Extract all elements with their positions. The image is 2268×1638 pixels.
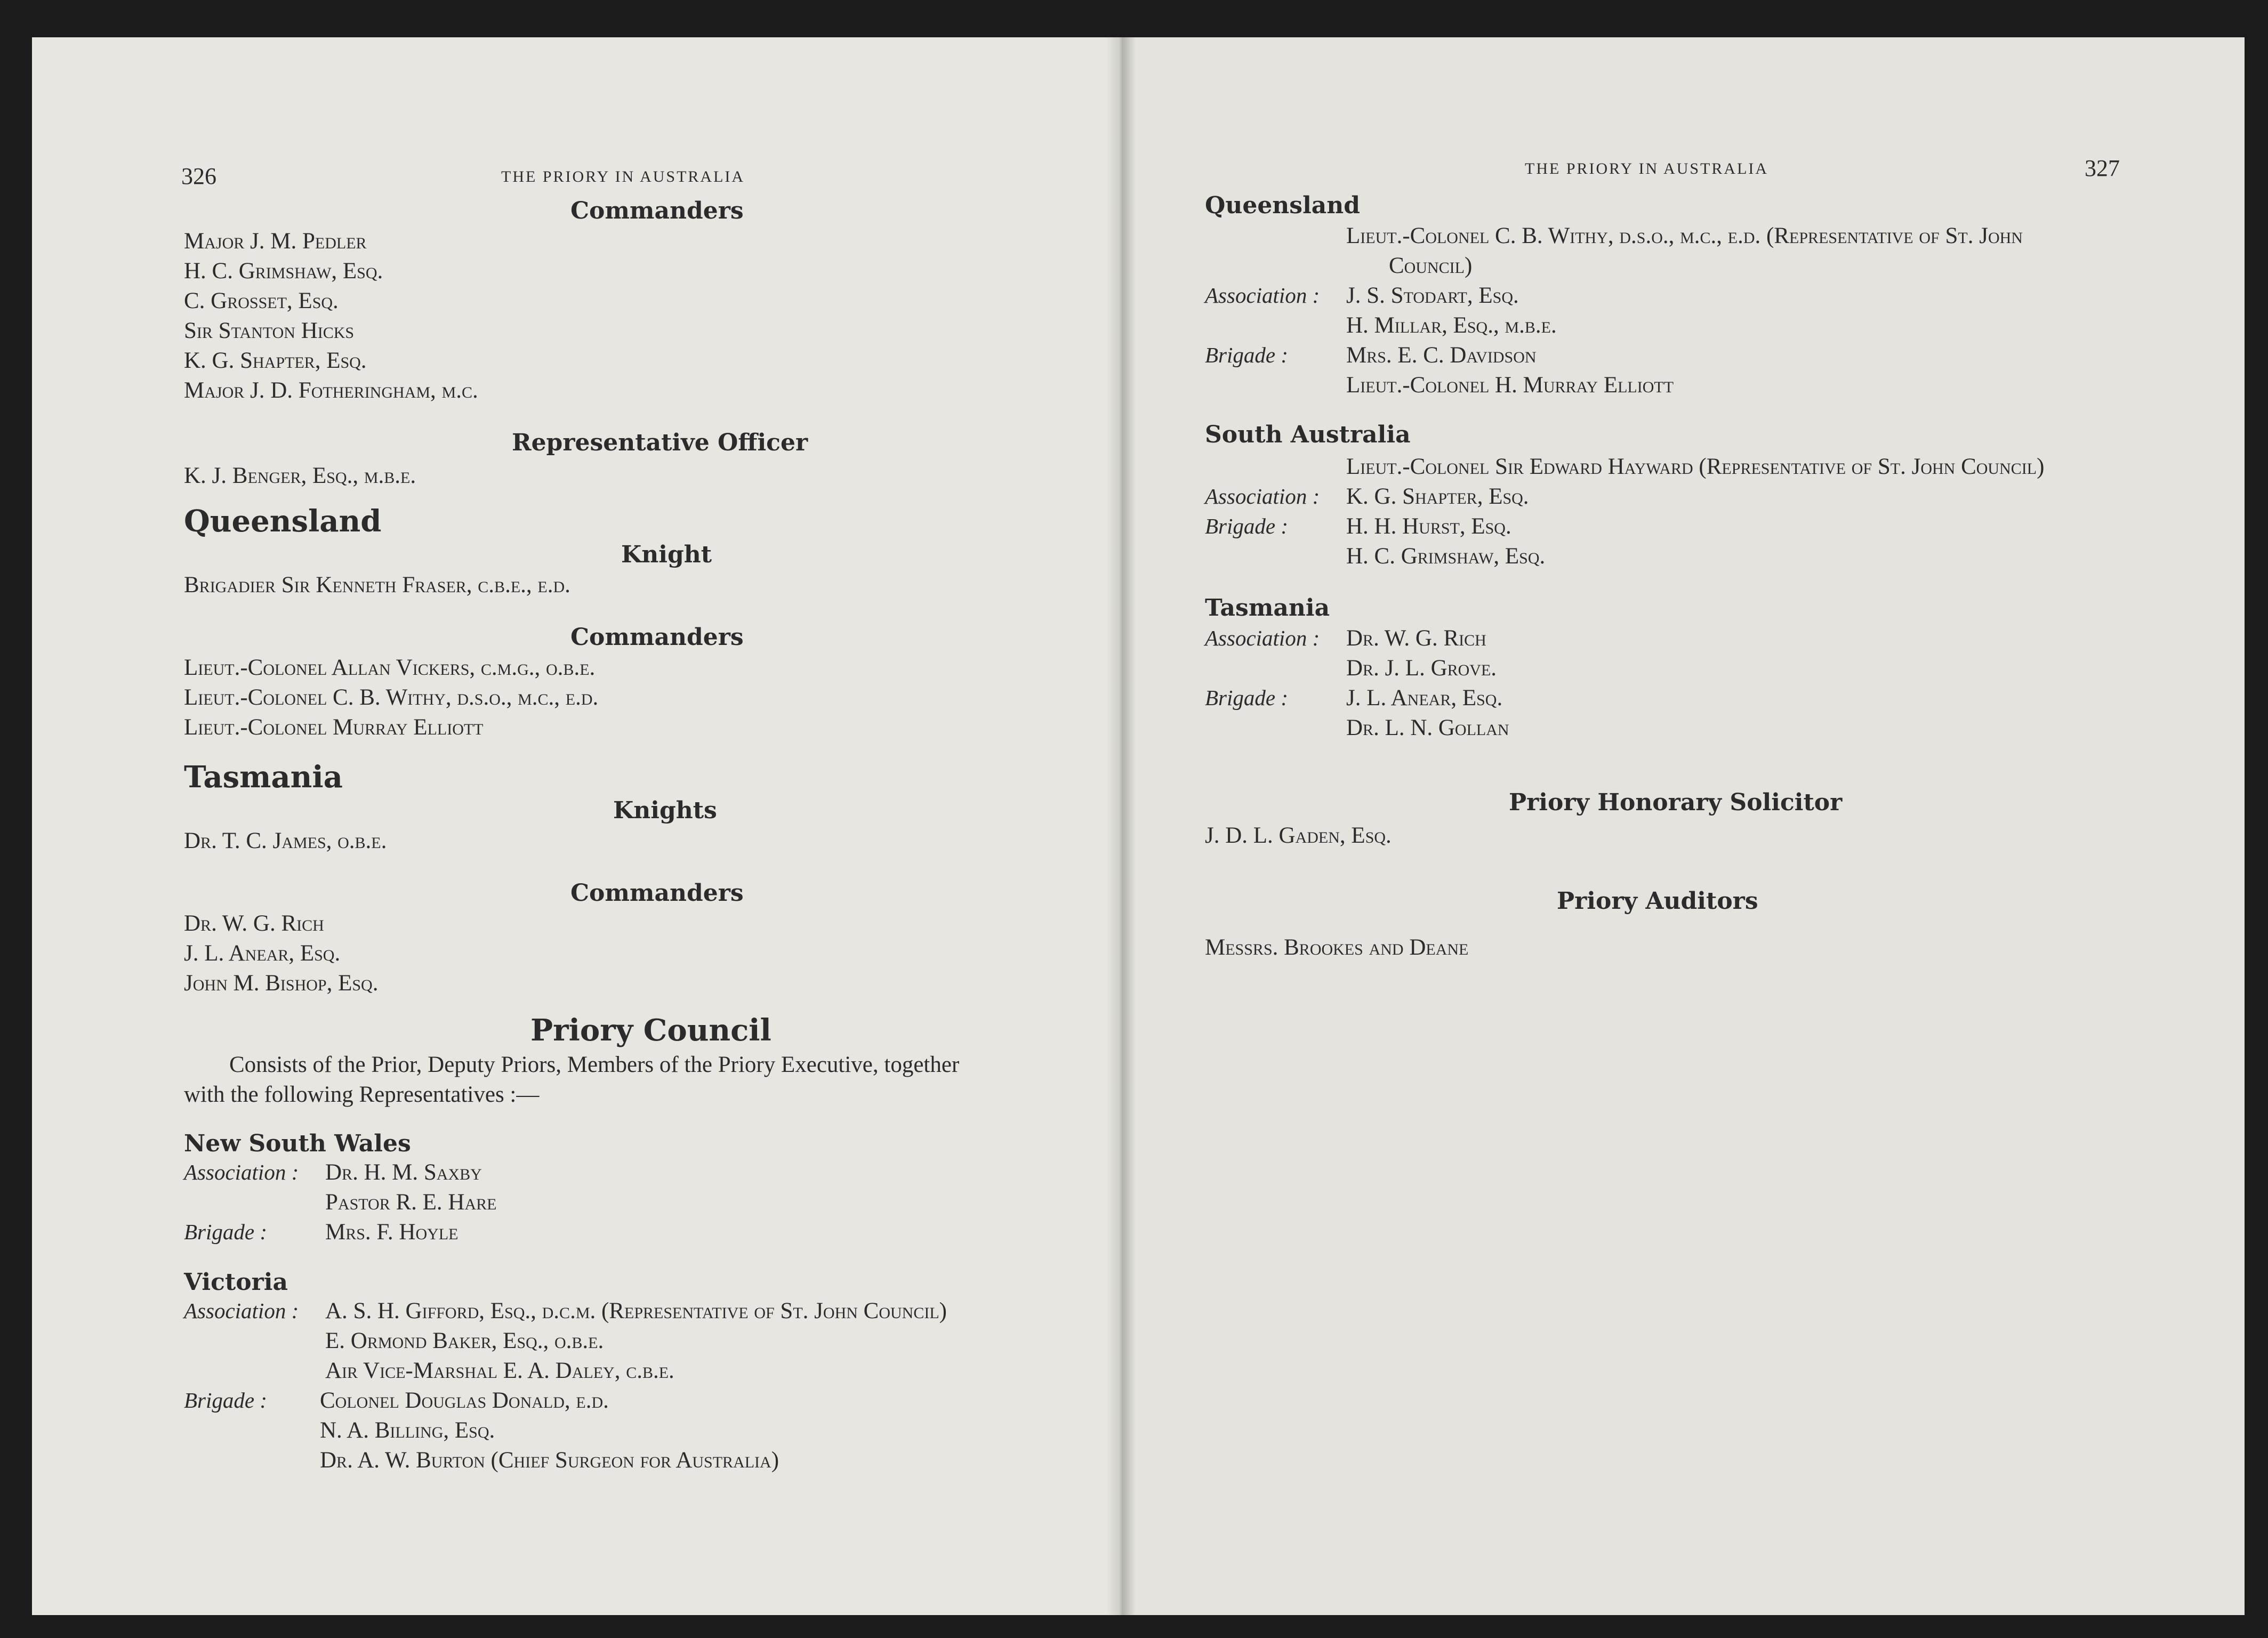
list-item: Lieut.-Colonel C. B. Withy, d.s.o., m.c., e.d. (Representative of St. John (1346, 223, 2023, 248)
association-label: Association : (1205, 484, 1320, 509)
list-item: Air Vice-Marshal E. A. Daley, c.b.e. (325, 1358, 674, 1383)
list-item: Lieut.-Colonel Allan Vickers, c.m.g., o.b.e. (184, 655, 596, 680)
brigade-label: Brigade : (1205, 685, 1288, 710)
list-item: J. L. Anear, Esq. (1346, 685, 1503, 711)
list-item: Dr. H. M. Saxby (325, 1160, 482, 1185)
list-item: K. G. Shapter, Esq. (1346, 484, 1529, 509)
list-item: Pastor R. E. Hare (325, 1190, 497, 1215)
page-number: 327 (2085, 155, 2120, 181)
list-item: Dr. J. L. Grove. (1346, 656, 1497, 681)
list-item: Sir Stanton Hicks (184, 318, 355, 343)
list-item: Mrs. F. Hoyle (325, 1220, 459, 1245)
state-heading-queensland: Queensland (184, 504, 382, 539)
brigade-label: Brigade : (184, 1388, 267, 1413)
association-label: Association : (1205, 626, 1320, 650)
running-head: THE PRIORY IN AUSTRALIA (501, 168, 745, 185)
list-item: Mrs. E. C. Davidson (1346, 343, 1537, 368)
list-item: H. Millar, Esq., m.b.e. (1346, 313, 1557, 338)
paragraph-line: with the following Representatives :— (184, 1082, 540, 1107)
section-heading-commanders: Commanders (570, 197, 744, 224)
page-number: 326 (181, 163, 216, 189)
region-heading-south-australia: South Australia (1205, 421, 1411, 448)
solicitor-heading: Priory Honorary Solicitor (1509, 789, 1843, 816)
left-page (32, 37, 1120, 1615)
list-item: Lieut.-Colonel Sir Edward Hayward (Representative of St. John Council) (1346, 454, 2045, 479)
list-item: J. D. L. Gaden, Esq. (1205, 823, 1392, 848)
list-item: Dr. A. W. Burton (Chief Surgeon for Australia) (320, 1448, 779, 1473)
section-heading-knight: Knight (621, 541, 712, 568)
list-item: H. H. Hurst, Esq. (1346, 514, 1511, 539)
running-head: THE PRIORY IN AUSTRALIA (1525, 160, 1769, 177)
book-spread (32, 37, 2245, 1615)
section-heading-representative-officer: Representative Officer (512, 429, 808, 456)
list-item: E. Ormond Baker, Esq., o.b.e. (325, 1328, 604, 1353)
list-item: Council) (1389, 253, 1473, 278)
state-heading-tasmania: Tasmania (184, 760, 343, 795)
list-item: Dr. L. N. Gollan (1346, 715, 1509, 740)
paragraph-line: Consists of the Prior, Deputy Priors, Members of the Priory Executive, together (229, 1052, 960, 1077)
section-heading-commanders: Commanders (570, 624, 744, 651)
region-heading-nsw: New South Wales (184, 1130, 411, 1157)
brigade-label: Brigade : (1205, 514, 1288, 538)
list-item: J. L. Anear, Esq. (184, 941, 341, 966)
association-label: Association : (1205, 283, 1320, 308)
brigade-label: Brigade : (184, 1220, 267, 1244)
list-item: N. A. Billing, Esq. (320, 1418, 495, 1443)
brigade-label: Brigade : (1205, 343, 1288, 367)
region-heading-tasmania: Tasmania (1205, 594, 1330, 622)
list-item: Dr. W. G. Rich (184, 911, 324, 936)
list-item: Messrs. Brookes and Deane (1205, 935, 1469, 960)
list-item: Major J. D. Fotheringham, m.c. (184, 378, 478, 403)
section-heading-knights: Knights (613, 797, 717, 824)
list-item: Dr. W. G. Rich (1346, 626, 1486, 651)
auditors-heading: Priory Auditors (1557, 887, 1758, 915)
section-heading-commanders: Commanders (570, 879, 744, 907)
list-item: Lieut.-Colonel H. Murray Elliott (1346, 373, 1674, 398)
region-heading-victoria: Victoria (184, 1269, 288, 1296)
list-item: Brigadier Sir Kenneth Fraser, c.b.e., e.d. (184, 572, 570, 598)
association-label: Association : (184, 1298, 299, 1323)
list-item: J. S. Stodart, Esq. (1346, 283, 1519, 308)
list-item: Colonel Douglas Donald, e.d. (320, 1388, 609, 1413)
list-item: Lieut.-Colonel Murray Elliott (184, 715, 484, 740)
list-item: H. C. Grimshaw, Esq. (1346, 544, 1546, 569)
list-item: Dr. T. C. James, o.b.e. (184, 828, 387, 853)
region-heading-queensland: Queensland (1205, 192, 1361, 219)
list-item: Major J. M. Pedler (184, 229, 367, 254)
list-item: John M. Bishop, Esq. (184, 971, 379, 996)
list-item: A. S. H. Gifford, Esq., d.c.m. (Representative of St. John Council) (325, 1298, 947, 1324)
priory-council-heading: Priory Council (530, 1013, 771, 1048)
association-label: Association : (184, 1160, 299, 1184)
right-page (1120, 37, 2245, 1615)
list-item: K. G. Shapter, Esq. (184, 348, 367, 373)
list-item: Lieut.-Colonel C. B. Withy, d.s.o., m.c., e.d. (184, 685, 599, 710)
list-item: K. J. Benger, Esq., m.b.e. (184, 463, 416, 488)
list-item: H. C. Grimshaw, Esq. (184, 259, 383, 284)
list-item: C. Grosset, Esq. (184, 288, 339, 313)
